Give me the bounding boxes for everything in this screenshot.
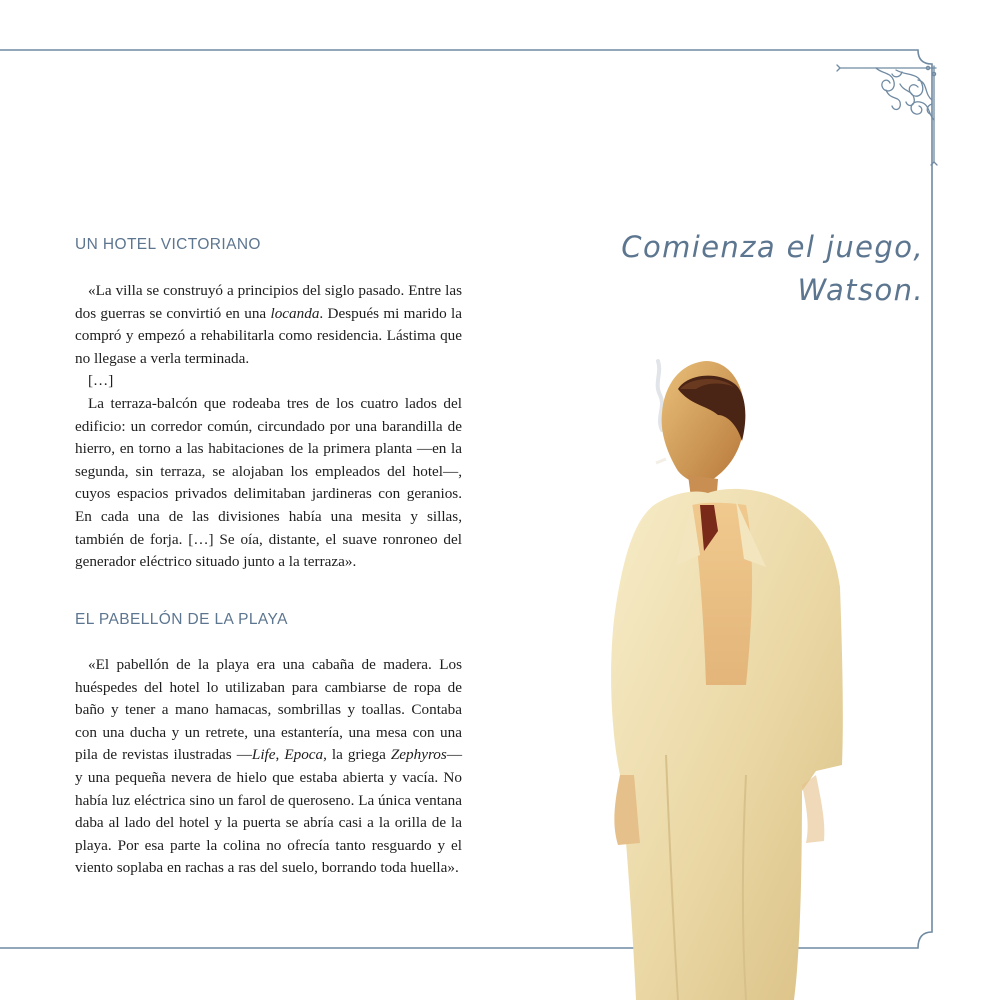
paragraph: […] (88, 372, 114, 390)
italic-title: Life (251, 746, 276, 764)
section-heading-hotel-victoriano: UN HOTEL VICTORIANO (75, 236, 261, 253)
paragraph: «El pabellón de la playa era una cabaña de madera. Los huéspedes del hotel lo utilizaban para cambiarse de ropa de baño y tener a mano hamacas, sombrillas y toallas. Contaba con una ducha y un retrete, una estantería, una mesa con una pila de revistas ilustradas —Life, Epoca, la griega Zephyros— y una pequeña nevera de hielo que estaba abierta y vacía. No había luz eléctrica sino un farol de queroseno. La única ventana daba al lado del hotel y la puerta se abría casi a la orilla de la playa. Por esa parte la colina no ofrecía tanto resguardo y el viento soplaba en rachas a ras del suelo, borrando toda huella». (75, 656, 462, 877)
corner-ornament-icon (836, 60, 940, 168)
pull-quote-line-1: Comienza el juego, (621, 230, 924, 264)
paragraph: «La villa se construyó a principios del siglo pasado. Entre las dos guerras se convirtió en una locanda. Después mi marido la compró y empezó a rehabilitarla como residencia. Lástima que no llegase a verla terminada. (75, 282, 462, 367)
man-in-white-suit-illustration (596, 355, 846, 1000)
italic-title: Epoca (284, 746, 324, 764)
italic-title: Zephyros (390, 746, 447, 764)
section-body-hotel-victoriano (75, 280, 462, 574)
pull-quote-line-2: Watson. (797, 273, 924, 307)
section-heading-pabellon-playa: EL PABELLÓN DE LA PLAYA (75, 611, 288, 628)
smoke (658, 361, 662, 430)
section-body-pabellon-playa (75, 654, 462, 880)
italic-title: locanda (270, 304, 320, 322)
pull-quote (621, 226, 924, 312)
paragraph: La terraza-balcón que rodeaba tres de los cuatro lados del edificio: un corredor común, circundado por una barandilla de hierro, en torno a las habitaciones de la primera planta —en la segunda, sin terraza, se alojaban los empleados del hotel—, cuyos espacios privados delimitaban jardineras con geranios. En cada una de las divisiones había una mesita y sillas, también de forja. […] Se oía, distante, el suave ronroneo del generador eléctrico situado junto a la terraza». (75, 394, 462, 571)
